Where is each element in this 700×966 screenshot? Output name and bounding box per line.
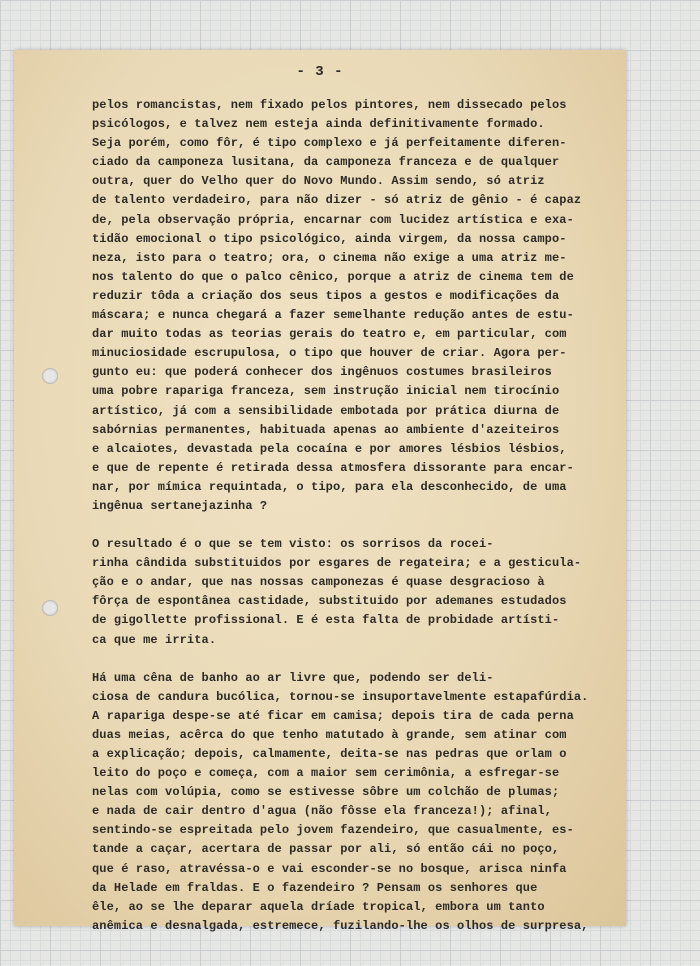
typed-page xyxy=(14,50,626,933)
text-line: outra, quer do Velho quer do Novo Mundo. Assim sendo, só atriz xyxy=(92,174,545,189)
text-line: anêmica e desnalgada, estremece, fuzilando-lhe os olhos de surpresa, xyxy=(92,918,589,933)
text-line: fôrça de espontânea castidade, substituido por ademanes estudados xyxy=(92,594,567,609)
body-text xyxy=(92,96,612,936)
text-line: sentindo-se espreitada pelo jovem fazendeiro, que casualmente, es- xyxy=(92,823,574,838)
text-line: que é raso, atravéssa-o e vai esconder-se no bosque, arisca ninfa xyxy=(92,861,567,876)
text-line: gunto eu: que poderá conhecer dos ingênuos costumes brasileiros xyxy=(92,365,552,380)
text-line: nos talento do que o palco cênico, porque a atriz de cinema tem de xyxy=(92,269,574,284)
text-line: dar muito todas as teorias gerais do teatro e, em particular, com xyxy=(92,327,567,342)
text-line: neza, isto para o teatro; ora, o cinema não exige a uma atriz me- xyxy=(92,250,567,265)
text-line: reduzir tôda a criação dos seus tipos a gestos e modificações da xyxy=(92,288,560,303)
paragraph-3 xyxy=(92,669,612,936)
text-line: leito do poço e começa, com a maior sem cerimônia, a esfregar-se xyxy=(92,766,560,781)
text-line: uma pobre rapariga franceza, sem instrução inicial nem tirocínio xyxy=(92,384,560,399)
text-line: psicólogos, e talvez nem esteja ainda definitivamente formado. xyxy=(92,117,545,132)
text-line: artístico, já com a sensibilidade embotada por prática diurna de xyxy=(92,403,560,418)
text-line: de, pela observação própria, encarnar com lucidez artística e exa- xyxy=(92,212,574,227)
paragraph-1 xyxy=(92,96,612,516)
text-line: de talento verdadeiro, para não dizer - só atriz de gênio - é capaz xyxy=(92,193,582,208)
text-line: e nada de cair dentro d'agua (não fôsse ela franceza!); afinal, xyxy=(92,804,552,819)
text-line: sabórnias permanentes, habituada apenas ao ambiente d'azeiteiros xyxy=(92,422,560,437)
text-line: pelos romancistas, nem fixado pelos pintores, nem dissecado pelos xyxy=(92,98,567,112)
text-line: e alcaiotes, devastada pela cocaína e por amores lésbios lésbios, xyxy=(92,441,567,456)
text-line: tidão emocional o tipo psicológico, ainda virgem, da nossa campo- xyxy=(92,231,567,246)
paragraph-2 xyxy=(92,535,612,650)
text-line: e que de repente é retirada dessa atmosfera dissorante para encar- xyxy=(92,460,574,475)
punch-hole-top xyxy=(42,368,58,384)
text-line: a explicação; depois, calmamente, deita-se nas pedras que orlam o xyxy=(92,747,567,761)
text-line: minuciosidade escrupulosa, o tipo que houver de criar. Agora per- xyxy=(92,346,567,361)
paragraph-gap xyxy=(92,516,612,535)
text-line: ca que me irrita. xyxy=(92,632,217,647)
text-line: de gigollette profissional. E é esta falta de probidade artísti- xyxy=(92,613,560,628)
text-line: ciado da camponeza lusitana, da camponeza franceza e de qualquer xyxy=(92,155,560,170)
text-line: tande a caçar, acertara de passar por ali, só então cái no poço, xyxy=(92,842,560,857)
text-line: rinha cândida substituidos por esgares de regateira; e a gesticula- xyxy=(92,556,582,571)
text-line: da Helade em fraldas. E o fazendeiro ? Pensam os senhores que xyxy=(92,880,538,895)
text-line: Há uma cêna de banho ao ar livre que, podendo ser deli- xyxy=(92,670,494,685)
page-number: - 3 - xyxy=(296,64,344,80)
text-line: O resultado é o que se tem visto: os sorrisos da rocei- xyxy=(92,537,494,552)
text-line: Seja porém, como fôr, é tipo complexo e já perfeitamente diferen- xyxy=(92,136,567,151)
text-line: A rapariga despe-se até ficar em camisa; depois tira de cada perna xyxy=(92,708,574,723)
text-line: nar, por mímica requintada, o tipo, para ela desconhecido, de uma xyxy=(92,479,567,494)
text-line: duas meias, acêrca do que tenho matutado à grande, sem atinar com xyxy=(92,727,567,742)
text-line: êle, ao se lhe deparar aquela dríade tropical, embora um tanto xyxy=(92,899,545,914)
paragraph-gap xyxy=(92,650,612,669)
text-line: máscara; e nunca chegará a fazer semelhante redução antes de estu- xyxy=(92,308,574,323)
text-line: ciosa de candura bucólica, tornou-se insuportavelmente estapafúrdia. xyxy=(92,689,589,704)
text-line: ção e o andar, que nas nossas camponezas é quase desgracioso à xyxy=(92,575,545,590)
text-line: nelas com volúpia, como se estivesse sôbre um colchão de plumas; xyxy=(92,785,560,800)
text-line: ingênua sertanejazinha ? xyxy=(92,498,268,513)
punch-hole-bottom xyxy=(42,600,58,616)
